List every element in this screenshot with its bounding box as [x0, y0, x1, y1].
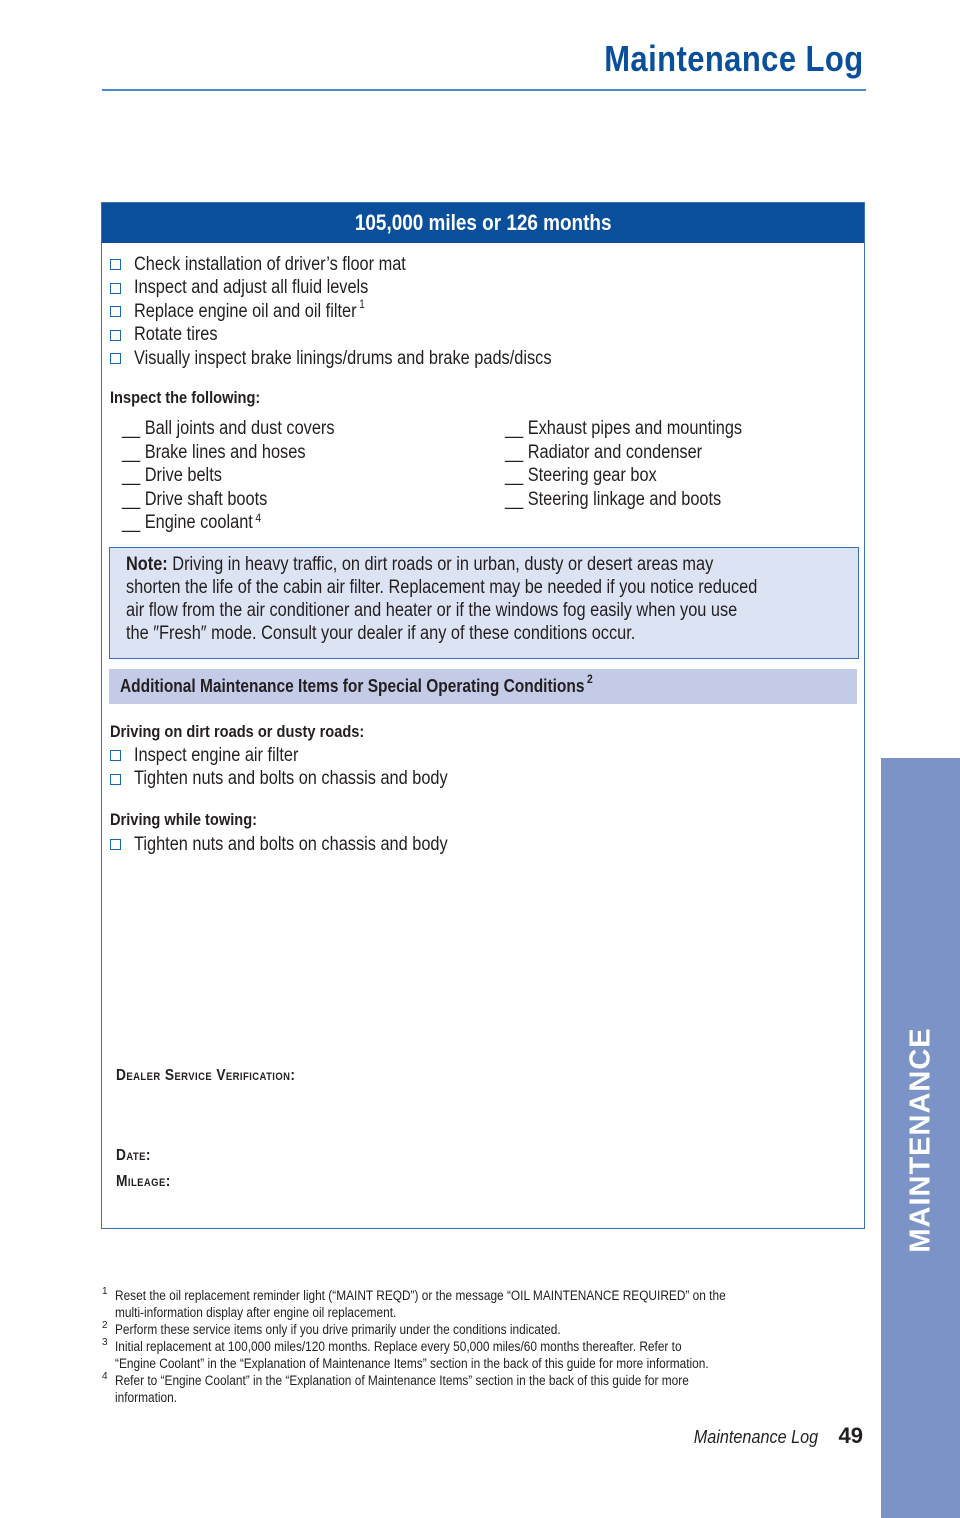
footnote-number: 3: [102, 1337, 108, 1348]
footer-section-label: Maintenance Log: [693, 1427, 818, 1447]
footnote-ref: 4: [255, 511, 262, 525]
service-checklist: [110, 253, 619, 371]
inspect-item: __ Steering gear box: [505, 465, 657, 486]
checklist-item-text: Check installation of driver’s floor mat: [134, 253, 406, 275]
footnote: [102, 1338, 862, 1372]
towing-heading: Driving while towing:: [110, 810, 258, 829]
footnote-ref: 2: [587, 672, 593, 686]
footnote-text: “Engine Coolant” in the “Explanation of Maintenance Items” section in the back of this guide for more information.: [115, 1356, 709, 1371]
checkbox-icon[interactable]: [110, 259, 121, 270]
checklist-item-text: Replace engine oil and oil filter: [134, 300, 357, 322]
dealer-verification-label: Dealer Service Verification:: [116, 1067, 296, 1084]
checkbox-icon[interactable]: [110, 774, 121, 785]
footnote-number: 2: [102, 1320, 108, 1331]
service-interval-box: [101, 202, 865, 1229]
dirt-roads-heading: Driving on dirt roads or dusty roads:: [110, 722, 365, 741]
checklist-item[interactable]: [110, 277, 619, 301]
footnote-text: Perform these service items only if you drive primarily under the conditions indicated.: [115, 1322, 561, 1337]
checkbox-icon[interactable]: [110, 750, 121, 761]
inspect-heading: Inspect the following:: [110, 388, 261, 407]
special-conditions-title: Additional Maintenance Items for Special Operating Conditions: [120, 676, 585, 696]
footnote-number: 1: [102, 1286, 108, 1297]
inspect-item: __ Drive belts: [122, 465, 222, 486]
inspect-item: __ Ball joints and dust covers: [122, 418, 335, 439]
checklist-item-text: Inspect engine air filter: [134, 744, 299, 766]
checklist-item-text: Rotate tires: [134, 324, 218, 346]
footnote-text: Reset the oil replacement reminder light (“MAINT REQD”) or the message “OIL MAINTENANCE REQUIRED” on the: [115, 1288, 726, 1303]
checklist-item-text: Tighten nuts and bolts on chassis and body: [134, 833, 448, 855]
footnote-number: 4: [102, 1371, 108, 1382]
checkbox-icon[interactable]: [110, 330, 121, 341]
checklist-item-text: Inspect and adjust all fluid levels: [134, 277, 369, 299]
section-side-tab[interactable]: [881, 758, 960, 1518]
note-label: Note:: [126, 554, 168, 575]
inspect-item: __ Exhaust pipes and mountings: [505, 418, 743, 439]
note-text: air flow from the air conditioner and heater or if the windows fog easily when you use: [126, 600, 738, 621]
checkbox-icon[interactable]: [110, 283, 121, 294]
checklist-item-text: Visually inspect brake linings/drums and brake pads/discs: [134, 347, 552, 369]
inspect-item: __ Brake lines and hoses: [122, 441, 306, 463]
footnote: [102, 1321, 862, 1338]
date-label: Date:: [116, 1147, 151, 1164]
inspect-item: __ Drive shaft boots: [122, 488, 268, 510]
footnote-text: Refer to “Engine Coolant” in the “Explanation of Maintenance Items” section in the back of this guide for more: [115, 1373, 689, 1388]
checklist-item[interactable]: [110, 833, 499, 857]
footnote-text: information.: [115, 1390, 178, 1405]
checklist-item[interactable]: [110, 324, 619, 348]
note-text: shorten the life of the cabin air filter. Replacement may be needed if you notice reduced: [126, 577, 758, 598]
special-conditions-bar: [109, 669, 857, 704]
footnote: [102, 1287, 862, 1321]
checklist-item[interactable]: [110, 347, 619, 371]
footnote-text: multi-information display after engine oil replacement.: [115, 1305, 397, 1320]
dirt-roads-checklist: [110, 744, 499, 791]
footnote-ref: 1: [359, 296, 365, 311]
checklist-item[interactable]: [110, 768, 499, 792]
interval-header: [102, 203, 864, 243]
checklist-item[interactable]: [110, 296, 619, 324]
inspect-item: __ Steering linkage and boots: [505, 488, 722, 510]
checklist-item[interactable]: [110, 253, 619, 277]
note-text: Driving in heavy traffic, on dirt roads or in urban, dusty or desert areas may: [172, 554, 714, 575]
checklist-item-text: Tighten nuts and bolts on chassis and body: [134, 768, 448, 790]
footnotes: [102, 1287, 862, 1406]
mileage-label: Mileage:: [116, 1173, 171, 1190]
interval-header-text: 105,000 miles or 126 months: [354, 210, 612, 235]
note-box: [109, 547, 859, 659]
inspect-list-left: [122, 417, 369, 535]
checkbox-icon[interactable]: [110, 839, 121, 850]
towing-checklist: [110, 833, 499, 857]
page-number: 49: [838, 1423, 863, 1448]
side-tab-label: MAINTENANCE: [904, 1027, 937, 1253]
checkbox-icon[interactable]: [110, 306, 121, 317]
inspect-item: __ Radiator and condenser: [505, 441, 703, 463]
checkbox-icon[interactable]: [110, 353, 121, 364]
footnote-text: Initial replacement at 100,000 miles/120 months. Replace every 50,000 miles/60 months thereafter. Refer to: [115, 1339, 682, 1354]
title-divider: [102, 89, 866, 91]
checklist-item[interactable]: [110, 744, 499, 768]
inspect-list-right: [505, 417, 781, 511]
inspect-item: __ Engine coolant $^4$: [122, 511, 262, 533]
page-title: Maintenance Log: [604, 38, 864, 79]
note-text: the ″Fresh″ mode. Consult your dealer if any of these conditions occur.: [126, 623, 636, 644]
footnote: [102, 1372, 862, 1406]
